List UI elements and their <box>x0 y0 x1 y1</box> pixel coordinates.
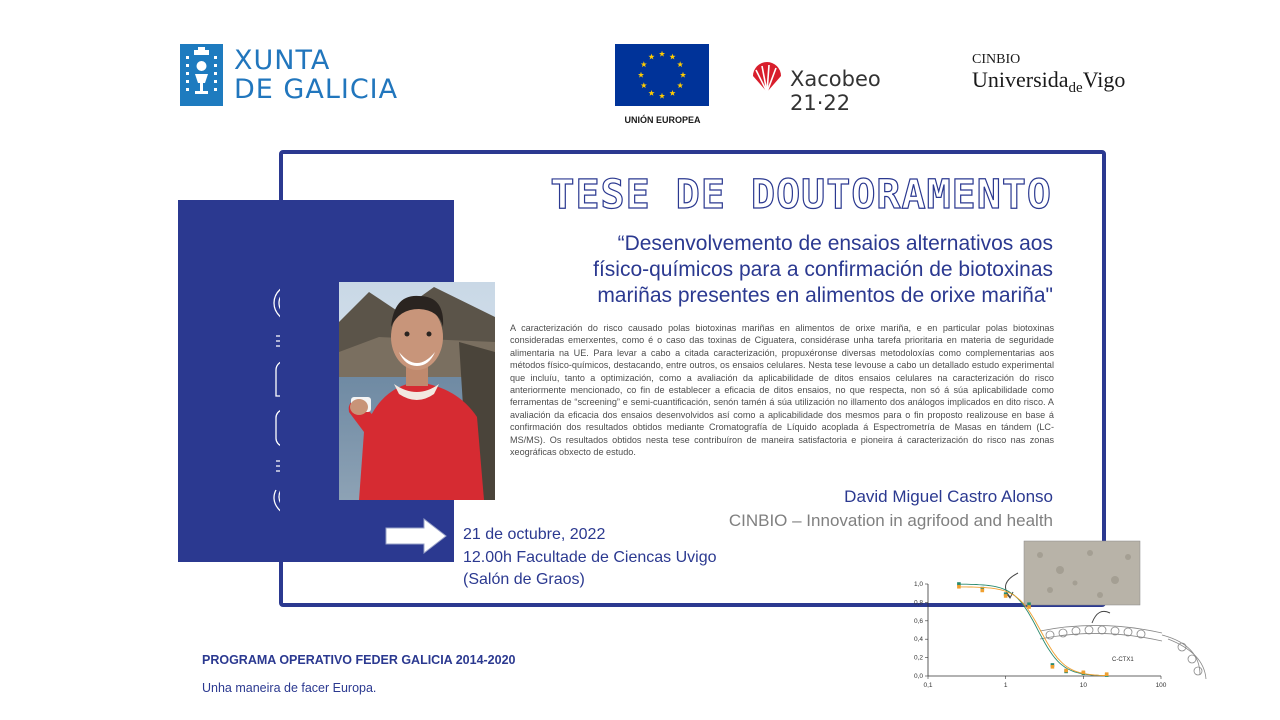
event-details <box>463 524 763 592</box>
y-tick-label: 1,0 <box>913 581 923 588</box>
data-point <box>1105 672 1109 676</box>
xunta-line2: DE GALICIA <box>234 74 399 105</box>
xacobeo-logo <box>750 60 935 115</box>
chart-annotation: C-CTX1 <box>1112 657 1134 663</box>
event-time-place: 12.00h Facultade de Ciencas Uvigo <box>463 548 717 566</box>
eu-star <box>677 61 683 67</box>
author-affiliation: CINBIO – Innovation in agrifood and health <box>728 511 1053 530</box>
eu-star <box>677 82 683 88</box>
eu-star <box>659 93 665 99</box>
data-point <box>1064 669 1068 673</box>
thesis-title <box>505 231 1053 309</box>
x-tick-label: 10 <box>1079 682 1087 689</box>
scallop-shell-icon <box>750 62 784 94</box>
uvigo-part3: Vigo <box>1082 67 1126 92</box>
annotation-arrow-2 <box>1092 611 1110 623</box>
eu-star <box>638 72 644 78</box>
eu-star <box>680 72 686 78</box>
y-tick-label: 0,8 <box>913 599 923 607</box>
author-name: David Miguel Castro Alonso <box>844 487 1053 506</box>
xunta-text <box>234 46 398 104</box>
data-point <box>1027 605 1031 609</box>
abstract-text: A caracterización do risco causado polas biotoxinas mariñas en alimentos de orixe mariña, e en particular polas biotoxinas consideradas emerxentes, como é o caso das toxinas de Ciguatera, considérase unha tarefa prioritaria en materia de seguridade alimentaria na UE. Para levar a cabo a citada caracterización, propuxéronse diversas metodoloxías como complementarias aos métodos físico-químicos, destacando, entre outros, os ensaios celulares. Nesta tese levouse a cabo un detallado estudo experimental que incluíu, tanto a optimización, como a avaliación da aplicabilidade de ditos ensaios celulares na caracterización do risco anteriormente mencionado, co fin de establecer a eficacia de ditos ensaios, no que respecta, non só á súa aplicabilidade como ferramentas de “screening” e semi-cuantificación, senón tamén á súa utilización no illamento dos análogos implicados en dito risco. A avaliación da eficacia dos ensaios desenvolvidos así como a aplicabilidade dos mesmos para o fin proposto realizouse en base á confirmación dos resultados obtidos mediante Cromatografía de Líquido acoplada á Espectrometría de Masas en tándem (LC-MS/MS). Os resultados obtidos nesta tese contribuíron de maneira satisfactoria e pioneira á caracterización do risco nas zonas xeográficas obxecto de estudo. <box>510 323 1054 458</box>
footer-slogan: Unha maneira de facer Europa. <box>202 681 377 695</box>
data-point <box>1051 665 1055 669</box>
eu-flag-icon <box>615 44 709 106</box>
x-tick-label: 0,1 <box>923 682 933 689</box>
y-tick-label: 0,6 <box>913 617 923 625</box>
eu-caption: UNIÓN EUROPEA <box>624 115 701 125</box>
event-date: 21 de octubre, 2022 <box>463 526 606 543</box>
uvigo-wordmark <box>972 67 1126 96</box>
author-photo <box>339 282 495 500</box>
right-arrow-icon <box>384 517 448 555</box>
y-tick-label: 0,0 <box>913 673 923 680</box>
heading: TESE DE DOUTORAMENTO <box>550 172 1052 218</box>
eu-star <box>648 54 654 60</box>
xunta-line1: XUNTA <box>234 45 331 76</box>
footer-program: PROGRAMA OPERATIVO FEDER GALICIA 2014-2020 <box>202 653 516 667</box>
uvigo-part2: de <box>1068 80 1083 96</box>
thesis-title-line3: mariñas presentes en alimentos de orixe mariña" <box>597 284 1053 307</box>
x-tick-label: 1 <box>1003 682 1008 689</box>
uvigo-part1: Universida <box>972 67 1069 92</box>
data-point <box>1004 594 1008 598</box>
thesis-title-line1: “Desenvolvemento de ensaios alternativos aos <box>617 232 1053 255</box>
dose-response-chart <box>900 535 1220 720</box>
eu-star <box>659 51 665 57</box>
data-point <box>980 589 984 593</box>
y-tick-label: 0,2 <box>913 654 923 662</box>
cinbio-vertical-wordmark <box>210 237 280 530</box>
eu-star <box>669 54 675 60</box>
data-point <box>957 585 961 589</box>
y-tick-label: 0,4 <box>913 636 923 644</box>
xacobeo-text: Xacobeo 21·22 <box>790 67 881 115</box>
eu-star <box>669 90 675 96</box>
event-room: (Salón de Graos) <box>463 571 585 588</box>
eu-star <box>641 82 647 88</box>
eu-star <box>641 61 647 67</box>
thesis-title-line2: físico-químicos para a confirmación de biotoxinas <box>593 258 1053 281</box>
uvigo-logo <box>972 52 1142 100</box>
x-tick-label: 100 <box>1155 682 1167 689</box>
cell-micrograph <box>1024 541 1140 605</box>
galicia-shield-icon <box>180 44 223 106</box>
uvigo-cinbio-label: CINBIO <box>972 52 1021 67</box>
data-point <box>1082 671 1086 675</box>
xunta-logo <box>180 44 410 106</box>
eu-star <box>648 90 654 96</box>
eu-logo <box>615 44 710 128</box>
